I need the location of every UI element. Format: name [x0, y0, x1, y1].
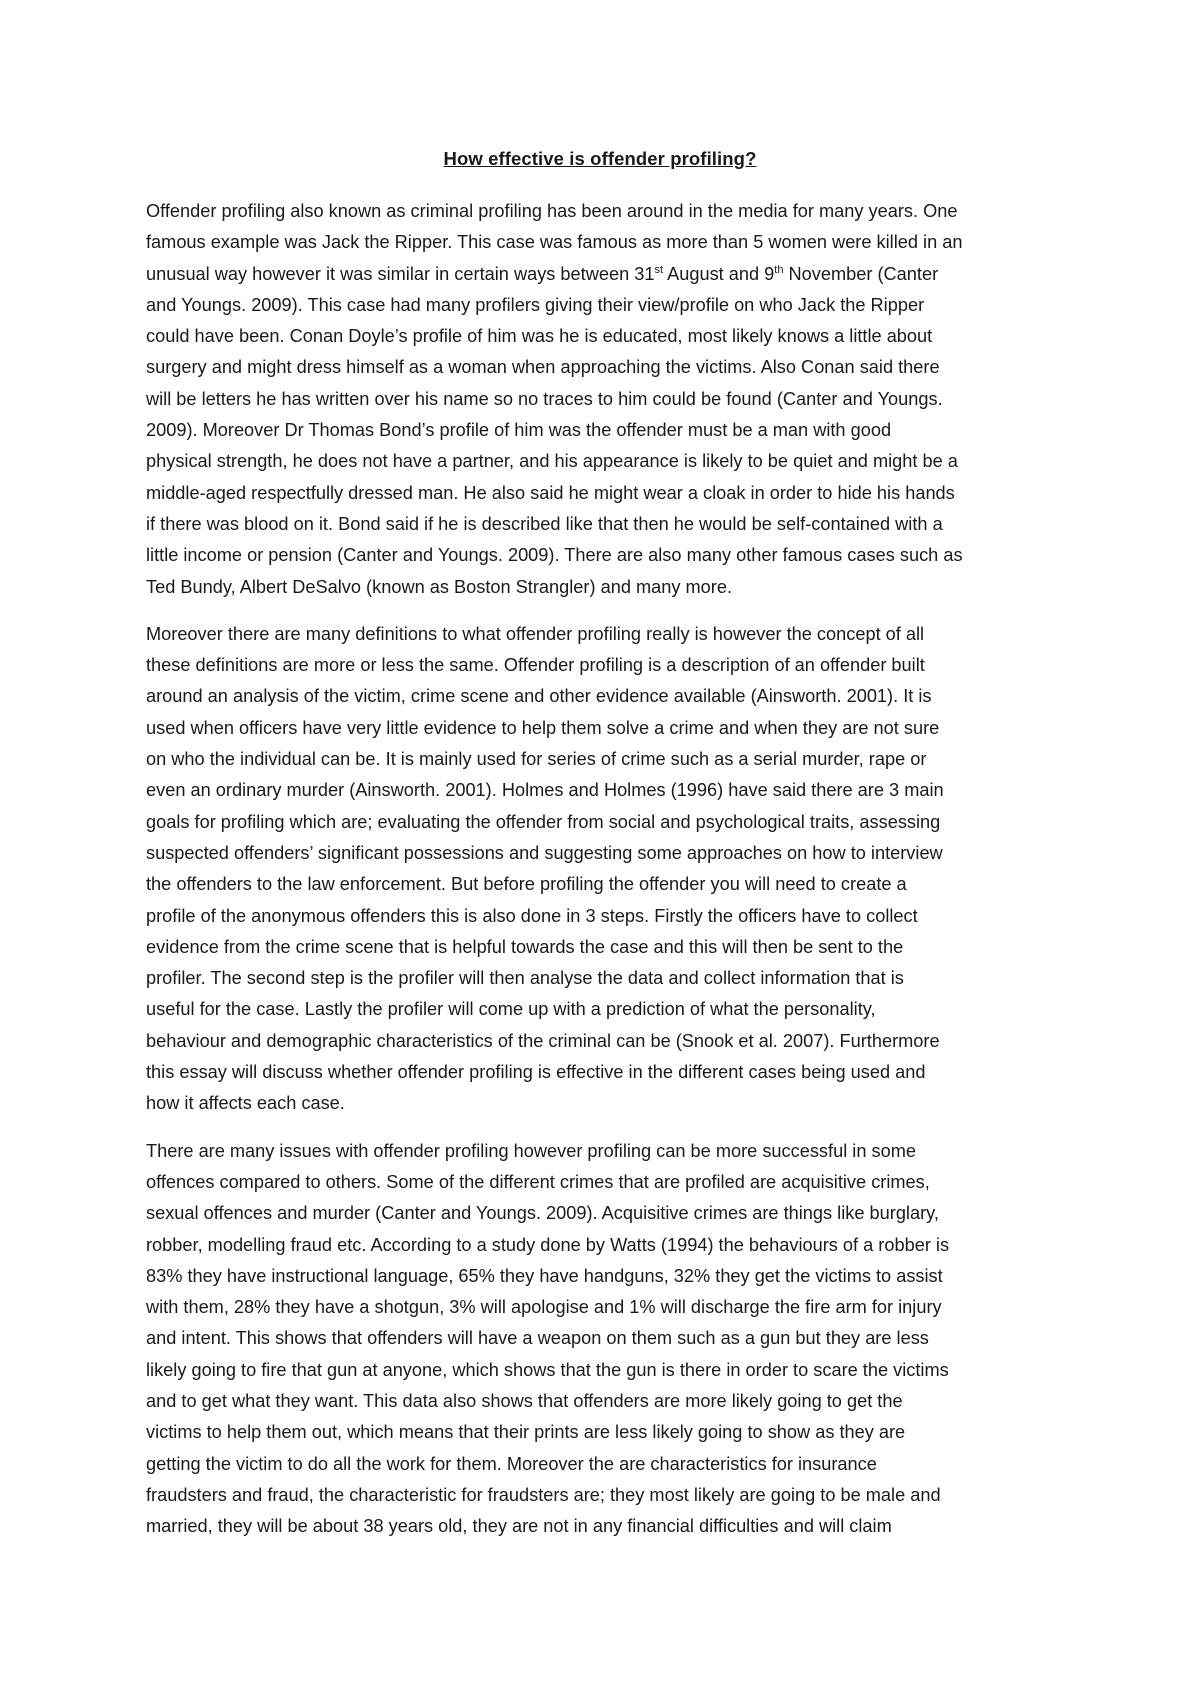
paragraph-1 [146, 196, 1066, 603]
text-line: how it affects each case. [146, 1093, 345, 1114]
text-line: and Youngs. 2009). This case had many profilers giving their view/profile on who Jack the Ripper [146, 294, 925, 315]
text-line: could have been. Conan Doyle’s profile of him was he is educated, most likely knows a little about [146, 326, 933, 347]
text-line: 2009). Moreover Dr Thomas Bond’s profile of him was the offender must be a man with good [146, 420, 892, 441]
text-line: unusual way however it was similar in certain ways between 31st August and 9th November (Canter [146, 263, 939, 284]
text-line: around an analysis of the victim, crime scene and other evidence available (Ainsworth. 2001). It is [146, 686, 932, 707]
text-line: goals for profiling which are; evaluating the offender from social and psychological traits, assessing [146, 811, 941, 832]
text-line: There are many issues with offender profiling however profiling can be more successful in some [146, 1140, 916, 1161]
text-line: on who the individual can be. It is mainly used for series of crime such as a serial murder, rape or [146, 749, 927, 770]
text-line: famous example was Jack the Ripper. This case was famous as more than 5 women were killed in an [146, 232, 963, 253]
text-line: Offender profiling also known as criminal profiling has been around in the media for many years. One [146, 201, 958, 221]
text-line: these definitions are more or less the same. Offender profiling is a description of an offender built [146, 655, 925, 676]
text-line: with them, 28% they have a shotgun, 3% will apologise and 1% will discharge the fire arm for injury [146, 1297, 942, 1318]
text-line: fraudsters and fraud, the characteristic for fraudsters are; they most likely are going to be male and [146, 1484, 941, 1505]
text-line: if there was blood on it. Bond said if he is described like that then he would be self-contained with a [146, 513, 943, 534]
paragraph-3 [146, 1136, 1066, 1543]
text-line: robber, modelling fraud etc. According to a study done by Watts (1994) the behaviours of a robber is [146, 1234, 950, 1255]
text-line: getting the victim to do all the work for them. Moreover the are characteristics for insurance [146, 1453, 877, 1474]
text-line: and to get what they want. This data also shows that offenders are more likely going to get the [146, 1390, 903, 1411]
text-line: little income or pension (Canter and Youngs. 2009). There are also many other famous cases such as [146, 545, 963, 566]
text-line: likely going to fire that gun at anyone, which shows that the gun is there in order to scare the victims [146, 1359, 949, 1380]
text-line: middle-aged respectfully dressed man. He also said he might wear a cloak in order to hide his hands [146, 482, 955, 503]
text-line: sexual offences and murder (Canter and Youngs. 2009). Acquisitive crimes are things like burglary, [146, 1203, 939, 1224]
text-line: behaviour and demographic characteristics of the criminal can be (Snook et al. 2007). Furthermore [146, 1030, 940, 1051]
text-line: profiler. The second step is the profiler will then analyse the data and collect information that is [146, 968, 904, 989]
superscript: th [774, 263, 784, 276]
text-line: this essay will discuss whether offender profiling is effective in the different cases being used and [146, 1062, 926, 1083]
text-line: profile of the anonymous offenders this is also done in 3 steps. Firstly the officers have to collect [146, 905, 918, 926]
text-line: will be letters he has written over his name so no traces to him could be found (Canter and Youngs. [146, 388, 943, 409]
text-line: even an ordinary murder (Ainsworth. 2001). Holmes and Holmes (1996) have said there are 3 main [146, 780, 944, 801]
text-line: and intent. This shows that offenders will have a weapon on them such as a gun but they are less [146, 1328, 929, 1349]
text-line: Moreover there are many definitions to what offender profiling really is however the concept of all [146, 623, 925, 644]
text-line: 83% they have instructional language, 65% they have handguns, 32% they get the victims to assist [146, 1265, 943, 1286]
text-line: victims to help them out, which means that their prints are less likely going to show as they are [146, 1422, 906, 1443]
text-line: useful for the case. Lastly the profiler will come up with a prediction of what the personality, [146, 999, 876, 1020]
document-body [146, 196, 1066, 1558]
text-line: married, they will be about 38 years old, they are not in any financial difficulties and will claim [146, 1516, 892, 1537]
document-title: How effective is offender profiling? [443, 148, 757, 169]
superscript: st [654, 263, 664, 276]
text-line: the offenders to the law enforcement. But before profiling the offender you will need to create a [146, 874, 907, 895]
text-line: evidence from the crime scene that is helpful towards the case and this will then be sent to the [146, 936, 904, 957]
text-line: physical strength, he does not have a partner, and his appearance is likely to be quiet and might be a [146, 451, 958, 472]
text-line: suspected offenders’ significant possessions and suggesting some approaches on how to interview [146, 842, 943, 863]
text-line: used when officers have very little evidence to help them solve a crime and when they are not sure [146, 717, 940, 738]
text-line: offences compared to others. Some of the different crimes that are profiled are acquisitive crimes, [146, 1171, 930, 1192]
text-line: surgery and might dress himself as a woman when approaching the victims. Also Conan said there [146, 357, 940, 378]
paragraph-2 [146, 619, 1066, 1120]
text-line: Ted Bundy, Albert DeSalvo (known as Boston Strangler) and many more. [146, 576, 733, 597]
